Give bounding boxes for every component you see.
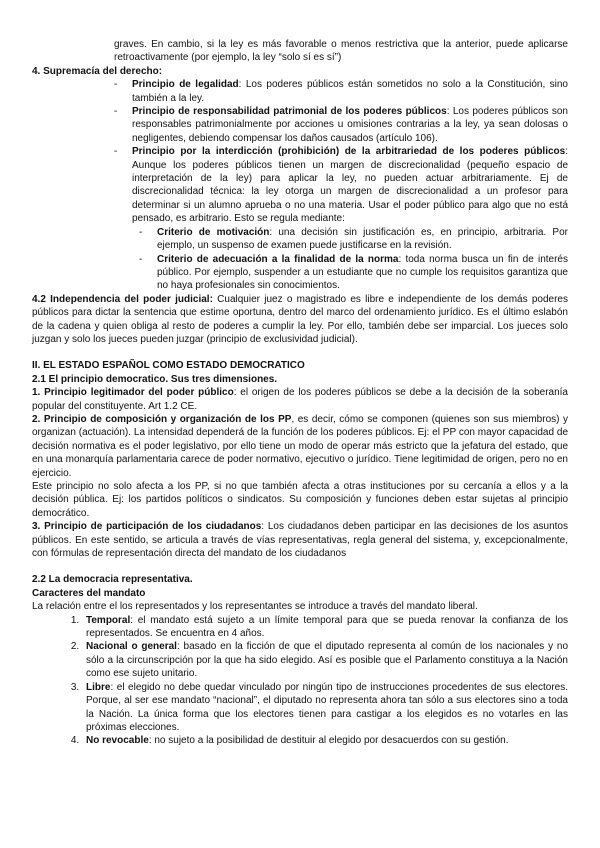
section-4-list: [32, 78, 568, 225]
section-2-2-heading: 2.2 La democracia representativa.: [32, 574, 193, 586]
list-item: 1. Temporal: el mandato está sujeto a un límite temporal para que se pueda renovar la confianza de los representados. Se encuentra en 4 años.: [82, 614, 568, 641]
list-item: - Criterio de motivación: una decisión sin justificación es, en principio, arbitraria. Por ejemplo, un suspenso de examen puede justificarse en la revisión.: [157, 226, 568, 253]
principle-2-note: Este principio no solo afecta a los PP, si no que también afecta a otras instituciones por su cercanía a ellos y a la decisión pública. Ej: los partidos políticos o sindicatos. Su composición y funciones deben estar sujetas al principio democrático.: [32, 481, 568, 519]
principle-1: 1. Principio legitimador del poder público: el origen de los poderes públicos se debe a la decisión de la soberanía popular del constituyente. Art 1.2 CE.: [32, 387, 568, 412]
list-item: - Principio de responsabilidad patrimonial de los poderes públicos: Los poderes públicos son responsables patrimonialmente por acciones u omisiones contrarias a la ley, ya sean dolosas o negligentes, debiendo compensar los daños causados (artículo 106).: [132, 105, 568, 145]
top-paragraph: graves. En cambio, si la ley es más favorable o menos restrictiva que la anterior, puede aplicarse retroactivamente (por ejemplo, la ley “solo sí es sí”): [114, 39, 568, 64]
section-4-sublist: [32, 226, 568, 293]
list-item: - Criterio de adecuación a la finalidad de la norma: toda norma busca un fin de interés público. Por ejemplo, suspender a un estudiante que no cumple los requisitos garantiza que no haya profesionales sin conocimientos.: [157, 253, 568, 293]
list-item: 3. Libre: el elegido no debe quedar vinculado por ningún tipo de instrucciones procedentes de sus electores. Porque, al ser ese mandato “nacional”, el diputado no representa ahora tan sólo a sus electores sino a toda la Nación. La única forma que los electores tienen para castigar a los elegidos es no votarles en las próximas elecciones.: [82, 681, 568, 735]
list-item: - Principio de legalidad: Los poderes públicos están sometidos no solo a la Constitución, sino también a la ley.: [132, 78, 568, 105]
mandate-list: [32, 614, 568, 748]
list-item: 2. Nacional o general: basado en la ficción de que el diputado representa al común de los nacionales y no sólo a la circunscripción por la que ha sido elegido. Así es posible que el Parlamento constituya a la Nación como ese sujeto unitario.: [82, 640, 568, 680]
list-item: - Principio por la interdicción (prohibición) de la arbitrariedad de los poderes públicos: Aunque los poderes públicos tienen un margen de discrecionalidad (pequeño espacio de interpretación de la ley) para aplicar la ley, no pueden actuar arbitrariamente. Ej de discrecionalidad técnica: la ley otorga un margen de discrecionalidad a un profesor para determinar si un alumno aprueba o no una materia. Usar el poder público para algo que no está pensado, es arbitrario. Esto se regula mediante:: [132, 145, 568, 225]
section-II-heading: II. EL ESTADO ESPAÑOL COMO ESTADO DEMOCRATICO: [32, 360, 305, 372]
principle-2: 2. Principio de composición y organización de los PP, es decir, cómo se componen (quienes son sus miembros) y organizan (actuación). La intensidad dependerá de la función de los poderes públicos. Ej: el PP con mayor capacidad de decisión normativa es el poder legislativo, por ello tiene un modo de operar más estricto que la jefatura del estado, que en una monarquía parlamentaria carece de poder normativo, ejecutivo o jurídico. Tiene legitimidad de origen, pero no en ejercicio.: [32, 413, 568, 479]
section-4-heading: 4. Supremacía del derecho:: [32, 65, 163, 77]
section-2-1-heading: 2.1 El principio democratico. Sus tres dimensiones.: [32, 373, 278, 385]
mandate-heading: Caracteres del mandato: [32, 587, 146, 599]
mandate-intro: La relación entre el los representados y los representantes se introduce a través del mandato liberal.: [32, 601, 478, 613]
section-4-2-paragraph: 4.2 Independencia del poder judicial: Cualquier juez o magistrado es libre e independiente de los demás poderes públicos para dictar la sentencia que estime oportuna, dentro del marco del ordenamiento jurídico. Es el último eslabón de la cadena y quien obliga al resto de poderes a cumplir la ley. Por ello, también debe ser imparcial. Los jueces solo juzgan y solo los jueces pueden juzgar (principio de exclusividad judicial).: [32, 293, 568, 345]
list-item: 4. No revocable: no sujeto a la posibilidad de destituir al elegido por desacuerdos con su gestión.: [82, 734, 568, 747]
principle-3: 3. Principio de participación de los ciudadanos: Los ciudadanos deben participar en las decisiones de los asuntos públicos. En este sentido, se articula a través de vías representativas, regla general del sistema, y, excepcionalmente, con fórmulas de representación directa del mandato de los ciudadanos: [32, 521, 568, 560]
